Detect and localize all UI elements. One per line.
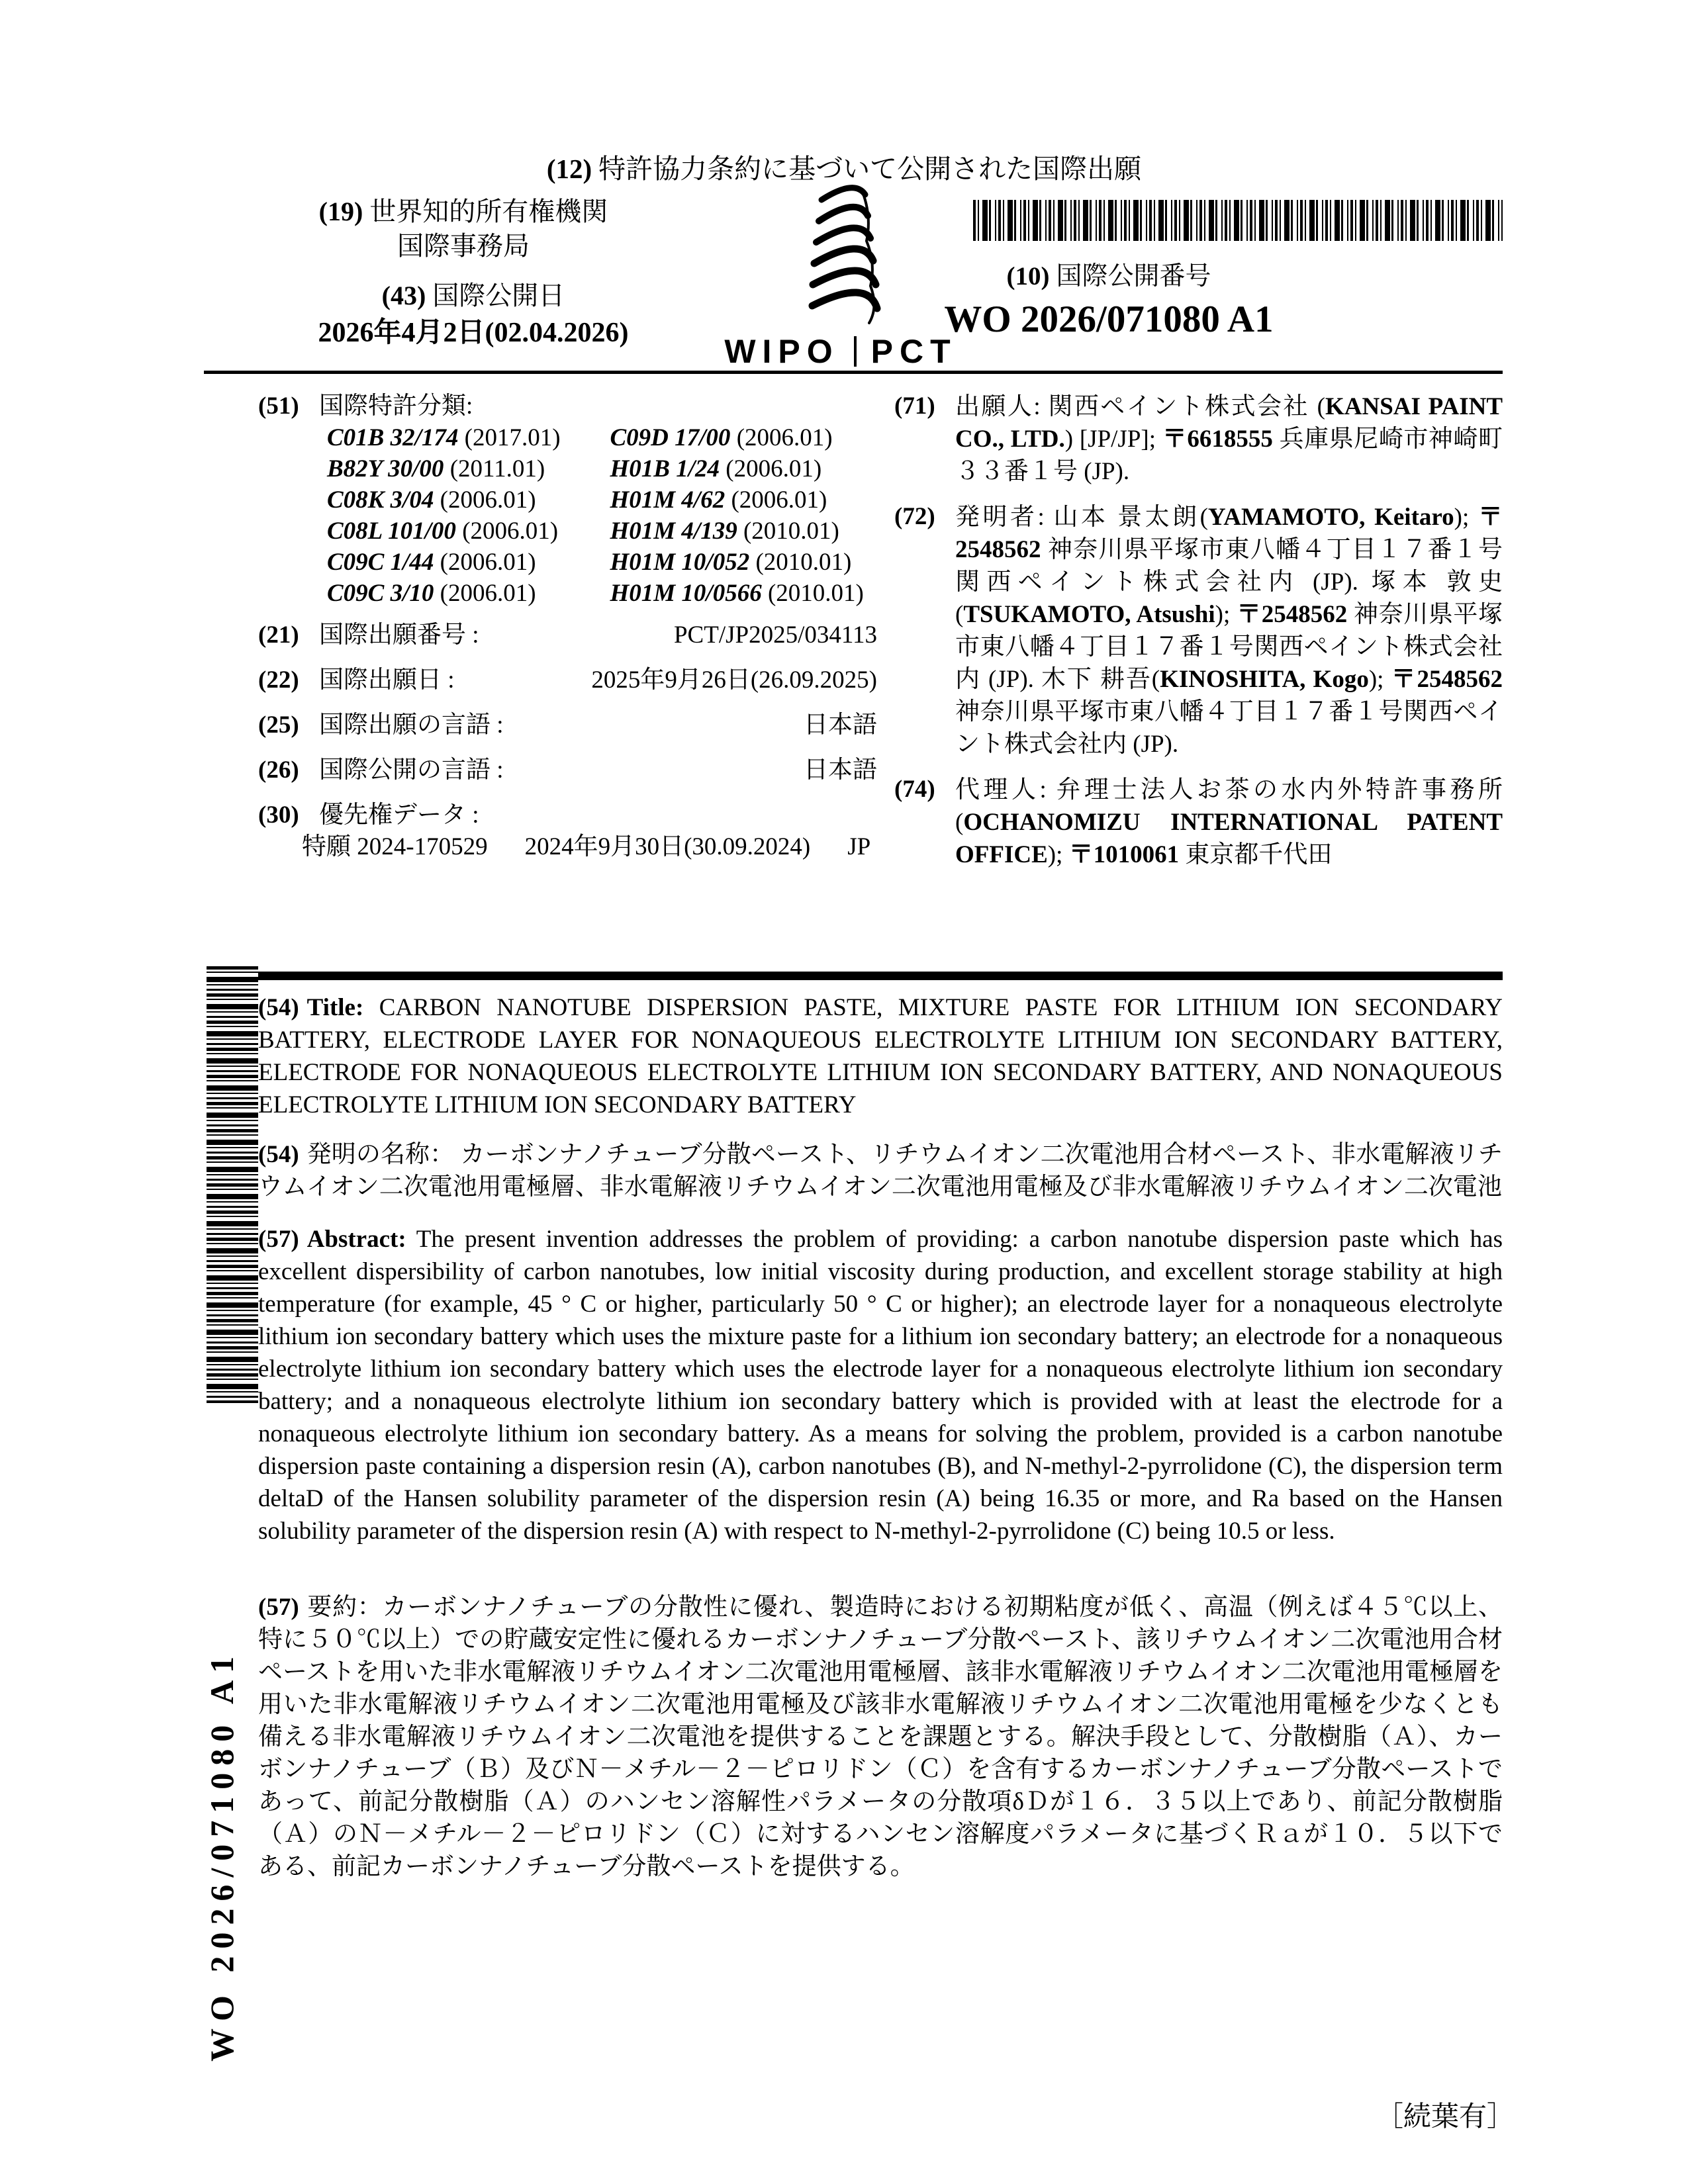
filing-date-field (258, 664, 877, 696)
agent-text: 代理人: 弁理士法人お茶の水内外特許事務所(OCHANOMIZU INTERNATIONAL PATENT OFFICE); 〒1010061 東京都千代田 (955, 776, 1503, 868)
priority-date: 2024年9月30日(30.09.2024) (524, 833, 811, 860)
field-number-57-ja: (57) (258, 1594, 299, 1621)
ipc-entry (327, 578, 594, 609)
filing-language-value: 日本語 (804, 711, 877, 739)
field-number-22: (22) (258, 666, 299, 694)
ipc-entry (327, 516, 594, 547)
ipc-entry (610, 547, 878, 578)
publication-barcode (973, 200, 1503, 241)
field-number-54: (54) (258, 994, 299, 1021)
ipc-entry (610, 422, 878, 453)
ipc-year: (2006.01) (736, 424, 833, 451)
ipc-year: (2006.01) (440, 549, 536, 576)
priority-data-field (258, 799, 877, 831)
field-number-54-ja: (54) (258, 1141, 299, 1168)
ipc-year: (2011.01) (449, 455, 545, 482)
field-number-72: (72) (894, 503, 935, 530)
ipc-year: (2006.01) (440, 580, 536, 607)
application-number-label: 国際出願番号 : (319, 621, 479, 649)
priority-application-number: 特願 2024-170529 (302, 833, 488, 860)
publication-language-label: 国際公開の言語 : (319, 756, 504, 784)
publication-number-label: 国際公開番号 (1056, 262, 1211, 291)
publication-date-block (265, 279, 682, 349)
publication-number-value: WO 2026/071080 A1 (944, 298, 1274, 340)
publication-date-value: 2026年4月2日(02.04.2026) (318, 318, 629, 348)
org-name: 世界知的所有権機関 (369, 197, 608, 226)
inventors-text: 発明者: 山本 景太朗(YAMAMOTO, Keitaro); 〒2548562 神奈川県平塚市東八幡４丁目１７番１号 関西ペイント株式会社内 (JP). 塚本 敦史(TSUKAMOTO, Atsushi); 〒2548562 神奈川県平塚市東八幡４丁目１７番１号関西ペイント株式会社内 (JP). 木下 耕吾(KINOSHITA, Kogo); 〒2548562 神奈川県平塚市東八幡４丁目１７番１号関西ペイント株式会社内 (JP). (955, 504, 1503, 758)
ipc-entry (610, 484, 878, 516)
field-number-57: (57) (258, 1226, 299, 1253)
ipc-entry (610, 516, 878, 547)
field-number-74: (74) (894, 776, 935, 803)
title-japanese-text: 発明の名称： カーボンナノチューブ分散ペースト、リチウムイオン二次電池用合材ペースト、非水電解液リチウムイオン二次電池用電極層、非水電解液リチウムイオン二次電池用電極及び非水電解液リチウムイオン二次電池 (258, 1141, 1503, 1201)
ipc-year: (2010.01) (755, 549, 852, 576)
logo-divider (854, 336, 857, 367)
field-number-21: (21) (258, 621, 299, 649)
continuation-note: ［続葉有］ (1376, 2102, 1515, 2132)
ipc-code: C08L 101/00 (327, 518, 456, 545)
application-number-field (258, 619, 877, 651)
ipc-year: (2006.01) (462, 518, 559, 545)
publication-date-label: 国際公開日 (432, 281, 565, 310)
ipc-entry (327, 422, 594, 453)
ipc-code: H01M 4/139 (610, 518, 737, 545)
filing-date-label: 国際出願日 : (319, 666, 455, 694)
ipc-classification-list (327, 422, 877, 609)
bibliographic-section (258, 390, 1503, 884)
ipc-code: H01M 4/62 (610, 486, 726, 514)
doc-type-text: 特許協力条約に基づいて公開された国際出願 (598, 154, 1142, 184)
ipc-entry (327, 453, 594, 484)
ipc-entry (327, 547, 594, 578)
ipc-code: H01M 10/052 (610, 549, 750, 576)
ipc-entry (610, 453, 878, 484)
ipc-year: (2006.01) (440, 486, 536, 514)
application-number-value: PCT/JP2025/034113 (673, 621, 877, 649)
sidebar-publication-number: WO 2026/071080 A1 (203, 1649, 240, 2062)
ipc-code: C09D 17/00 (610, 424, 731, 451)
publication-language-value: 日本語 (804, 756, 877, 784)
header-divider (204, 371, 1503, 374)
field-number-19: (19) (318, 197, 363, 226)
field-number-71: (71) (894, 392, 935, 420)
biblio-right-column (894, 390, 1503, 884)
publication-language-field (258, 754, 877, 786)
priority-data-row (302, 831, 877, 863)
ipc-code: C01B 32/174 (327, 424, 459, 451)
ipc-code: C09C 3/10 (327, 580, 434, 607)
field-number-25: (25) (258, 711, 299, 739)
field-number-26: (26) (258, 756, 299, 784)
title-japanese (258, 1138, 1503, 1203)
applicant-field (894, 390, 1503, 488)
issuing-organization (265, 195, 662, 263)
ipc-code: C08K 3/04 (327, 486, 434, 514)
ipc-code: B82Y 30/00 (327, 455, 444, 482)
pct-wordmark: PCT (870, 333, 957, 370)
ipc-year: (2006.01) (731, 486, 827, 514)
field-number-51: (51) (258, 392, 299, 420)
field-number-12: (12) (546, 154, 592, 184)
abstract-english (258, 1223, 1503, 1547)
ipc-code: C09C 1/44 (327, 549, 434, 576)
biblio-left-column (258, 390, 877, 884)
field-number-30: (30) (258, 801, 299, 829)
abstract-japanese (258, 1591, 1503, 1883)
section-divider-bar (257, 972, 1503, 980)
agent-field (894, 774, 1503, 871)
abstract-japanese-text: 要約：カーボンナノチューブの分散性に優れ、製造時における初期粘度が低く、高温（例えば４５℃以上、特に５０℃以上）での貯蔵安定性に優れるカーボンナノチューブ分散ペースト、該リチウムイオン二次電池用合材ペーストを用いた非水電解液リチウムイオン二次電池用電極層、該非水電解液リチウムイオン二次電池用電極層を用いた非水電解液リチウムイオン二次電池用電極及び該非水電解液リチウムイオン二次電池用電極を少なくとも備える非水電解液リチウムイオン二次電池を提供することを課題とする。解決手段として、分散樹脂（Ａ）、カーボンナノチューブ（Ｂ）及びＮ－メチル－２－ピロリドン（Ｃ）を含有するカーボンナノチューブ分散ペーストであって、前記分散樹脂（Ａ）のハンセン溶解性パラメータの分散項δＤが１６．３５以上であり、前記分散樹脂（Ａ）のＮ－メチル－２－ピロリドン（Ｃ）に対するハンセン溶解度パラメータに基づくＲａが１０．５以下である、前記カーボンナノチューブ分散ペーストを提供する。 (258, 1594, 1503, 1880)
sidebar-barcode (207, 966, 258, 1403)
publication-number-block (920, 255, 1297, 341)
wipo-spiral-icon (791, 177, 890, 330)
filing-language-field (258, 709, 877, 741)
inventors-field (894, 501, 1503, 760)
field-number-43: (43) (381, 281, 426, 310)
title-english (258, 991, 1503, 1121)
ipc-year: (2010.01) (743, 518, 839, 545)
ipc-year: (2017.01) (464, 424, 561, 451)
title-english-text: Title: CARBON NANOTUBE DISPERSION PASTE, MIXTURE PASTE FOR LITHIUM ION SECONDARY BATTERY, ELECTRODE LAYER FOR NONAQUEOUS ELECTROLYTE LITHIUM ION SECONDARY BATTERY, ELECTRODE FOR NONAQUEOUS ELECTROLYTE LITHIUM ION SECONDARY BATTERY, AND NONAQUEOUS ELECTROLYTE LITHIUM ION SECONDARY BATTERY (258, 994, 1503, 1118)
wipo-wordmark: WIPO (724, 333, 839, 370)
filing-date-value: 2025年9月26日(26.09.2025) (591, 666, 877, 694)
applicant-text: 出願人: 関西ペイント株式会社 (KANSAI PAINT CO., LTD.) [JP/JP]; 〒6618555 兵庫県尼崎市神崎町３３番１号 (JP). (955, 393, 1503, 485)
priority-country: JP (847, 833, 871, 860)
ipc-field (258, 390, 877, 422)
field-number-10: (10) (1006, 262, 1050, 291)
title-abstract-section (258, 991, 1503, 1883)
ipc-year: (2006.01) (726, 455, 822, 482)
ipc-code: H01M 10/0566 (610, 580, 762, 607)
ipc-code: H01B 1/24 (610, 455, 720, 482)
filing-language-label: 国際出願の言語 : (319, 711, 504, 739)
ipc-entry (610, 578, 878, 609)
abstract-english-text: Abstract: The present invention addresses the problem of providing: a carbon nanotube dispersion paste which has excellent dispersibility of carbon nanotubes, low initial viscosity during production, and excellent storage stability at high temperature (for example, 45 ° C or higher, particularly 50 ° C or higher); an electrode layer for a nonaqueous electrolyte lithium ion secondary battery which uses the mixture paste for a lithium ion secondary battery; an electrode for a nonaqueous electrolyte lithium ion secondary battery which uses the electrode layer for a nonaqueous electrolyte lithium ion secondary battery; and a nonaqueous electrolyte lithium ion secondary battery which is provided with at least the electrode for a nonaqueous electrolyte lithium ion secondary battery. As a means for solving the problem, provided is a carbon nanotube dispersion paste containing a dispersion resin (A), carbon nanotubes (B), and N-methyl-2-pyrrolidone (C), the dispersion term deltaD of the Hansen solubility parameter of the dispersion resin (A) being 16.35 or more, and Ra based on the Hansen solubility parameter of the dispersion resin (A) with respect to N-methyl-2-pyrrolidone (C) being 10.5 or less. (258, 1226, 1503, 1545)
ipc-entry (327, 484, 594, 516)
org-bureau: 国際事務局 (397, 231, 530, 261)
ipc-year: (2010.01) (767, 580, 864, 607)
priority-data-label: 優先権データ : (319, 801, 479, 829)
ipc-label: 国際特許分類: (319, 392, 473, 420)
